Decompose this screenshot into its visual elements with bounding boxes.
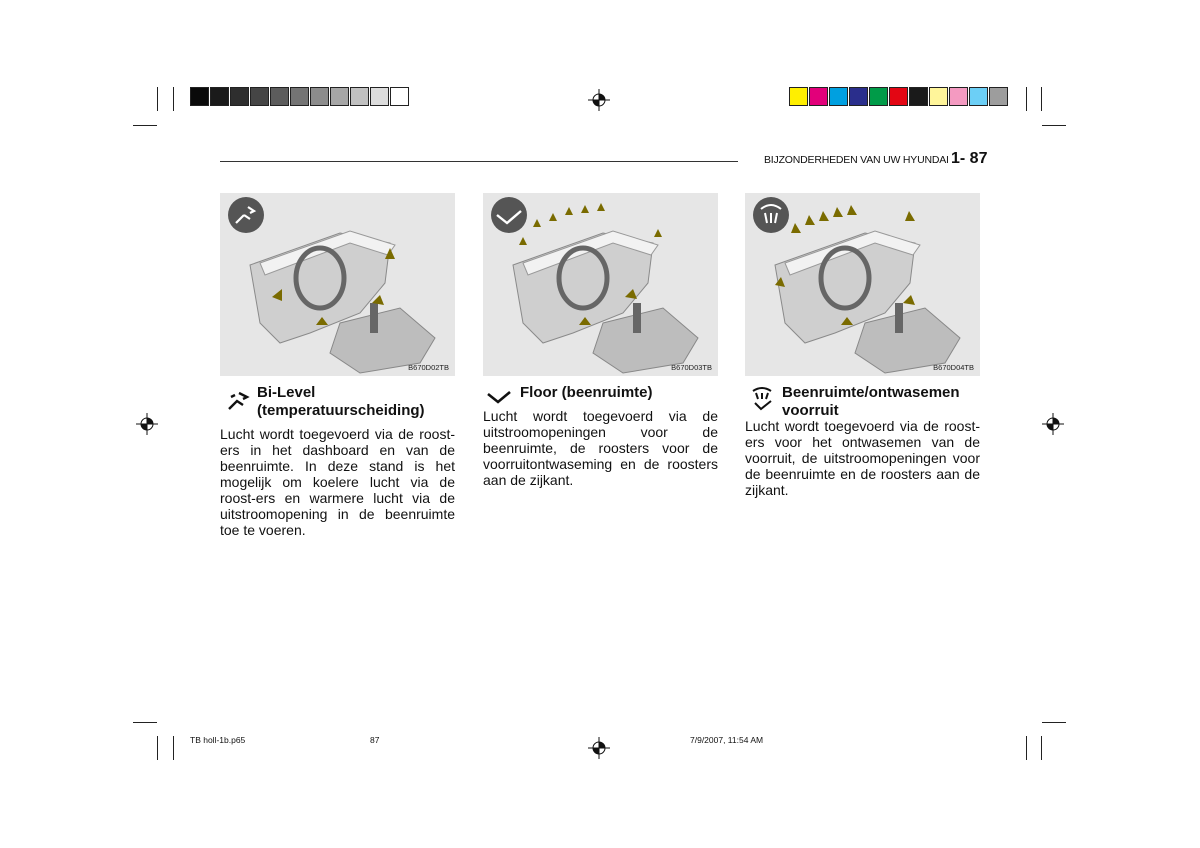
page-number: 1- 87 bbox=[951, 150, 988, 167]
footer-timestamp: 7/9/2007, 11:54 AM bbox=[690, 735, 764, 745]
registration-swatch bbox=[190, 87, 209, 106]
registration-swatch bbox=[270, 87, 289, 106]
registration-swatch bbox=[889, 87, 908, 106]
registration-target-icon bbox=[588, 89, 610, 111]
registration-swatch bbox=[989, 87, 1008, 106]
section-title-bi-level: Bi-Level (temperatuurscheiding) bbox=[257, 384, 425, 419]
registration-swatch bbox=[849, 87, 868, 106]
footer-page: 87 bbox=[370, 735, 380, 745]
header-rule bbox=[220, 161, 738, 162]
image-code: B670D04TB bbox=[933, 363, 974, 372]
registration-swatch bbox=[370, 87, 389, 106]
registration-swatch bbox=[829, 87, 848, 106]
registration-swatch bbox=[330, 87, 349, 106]
image-code: B670D03TB bbox=[671, 363, 712, 372]
floor-defrost-vent-icon bbox=[749, 385, 775, 411]
registration-swatch bbox=[969, 87, 988, 106]
section-title-floor-defrost: Beenruimte/ontwasemen voorruit bbox=[782, 384, 960, 419]
registration-swatch bbox=[909, 87, 928, 106]
section-body-floor: Lucht wordt toegevoerd via de uitstroomopeningen voor de beenruimte, de roosters voor de voorruitontwaseming en de roosters aan de zijkant. bbox=[483, 408, 718, 488]
registration-swatch bbox=[290, 87, 309, 106]
section-title: BIJZONDERHEDEN VAN UW HYUNDAI bbox=[764, 154, 949, 166]
registration-target-icon bbox=[1042, 413, 1064, 435]
registration-swatch bbox=[210, 87, 229, 106]
registration-target-icon bbox=[588, 737, 610, 759]
registration-swatch bbox=[789, 87, 808, 106]
illustration-bi-level bbox=[220, 193, 455, 376]
registration-swatch bbox=[250, 87, 269, 106]
registration-swatch bbox=[390, 87, 409, 106]
registration-swatch bbox=[310, 87, 329, 106]
illustration-floor-defrost bbox=[745, 193, 980, 376]
registration-swatch bbox=[929, 87, 948, 106]
registration-swatch bbox=[949, 87, 968, 106]
section-body-bi-level: Lucht wordt toegevoerd via de roost-ers in het dashboard en van de beenruimte. In deze stand is het mogelijk om koelere lucht via de roost-ers en warmere lucht via de uitstroomopening in de beenruimte toe te voeren. bbox=[220, 426, 455, 538]
floor-vent-icon bbox=[486, 384, 512, 410]
registration-swatch bbox=[809, 87, 828, 106]
registration-swatch bbox=[869, 87, 888, 106]
registration-swatch bbox=[350, 87, 369, 106]
footer-filename: TB holl-1b.p65 bbox=[190, 735, 246, 745]
illustration-floor bbox=[483, 193, 718, 376]
registration-swatch bbox=[230, 87, 249, 106]
color-registration-bar bbox=[789, 87, 1009, 106]
section-title-floor: Floor (beenruimte) bbox=[520, 384, 653, 401]
image-code: B670D02TB bbox=[408, 363, 449, 372]
registration-target-icon bbox=[136, 413, 158, 435]
section-body-floor-defrost: Lucht wordt toegevoerd via de roost-ers voor het ontwasemen van de voorruit, de uitstroomopeningen voor de beenruimte en de roosters aan de zijkant. bbox=[745, 418, 980, 498]
bi-level-vent-icon bbox=[225, 387, 251, 413]
grayscale-registration-bar bbox=[190, 87, 410, 106]
